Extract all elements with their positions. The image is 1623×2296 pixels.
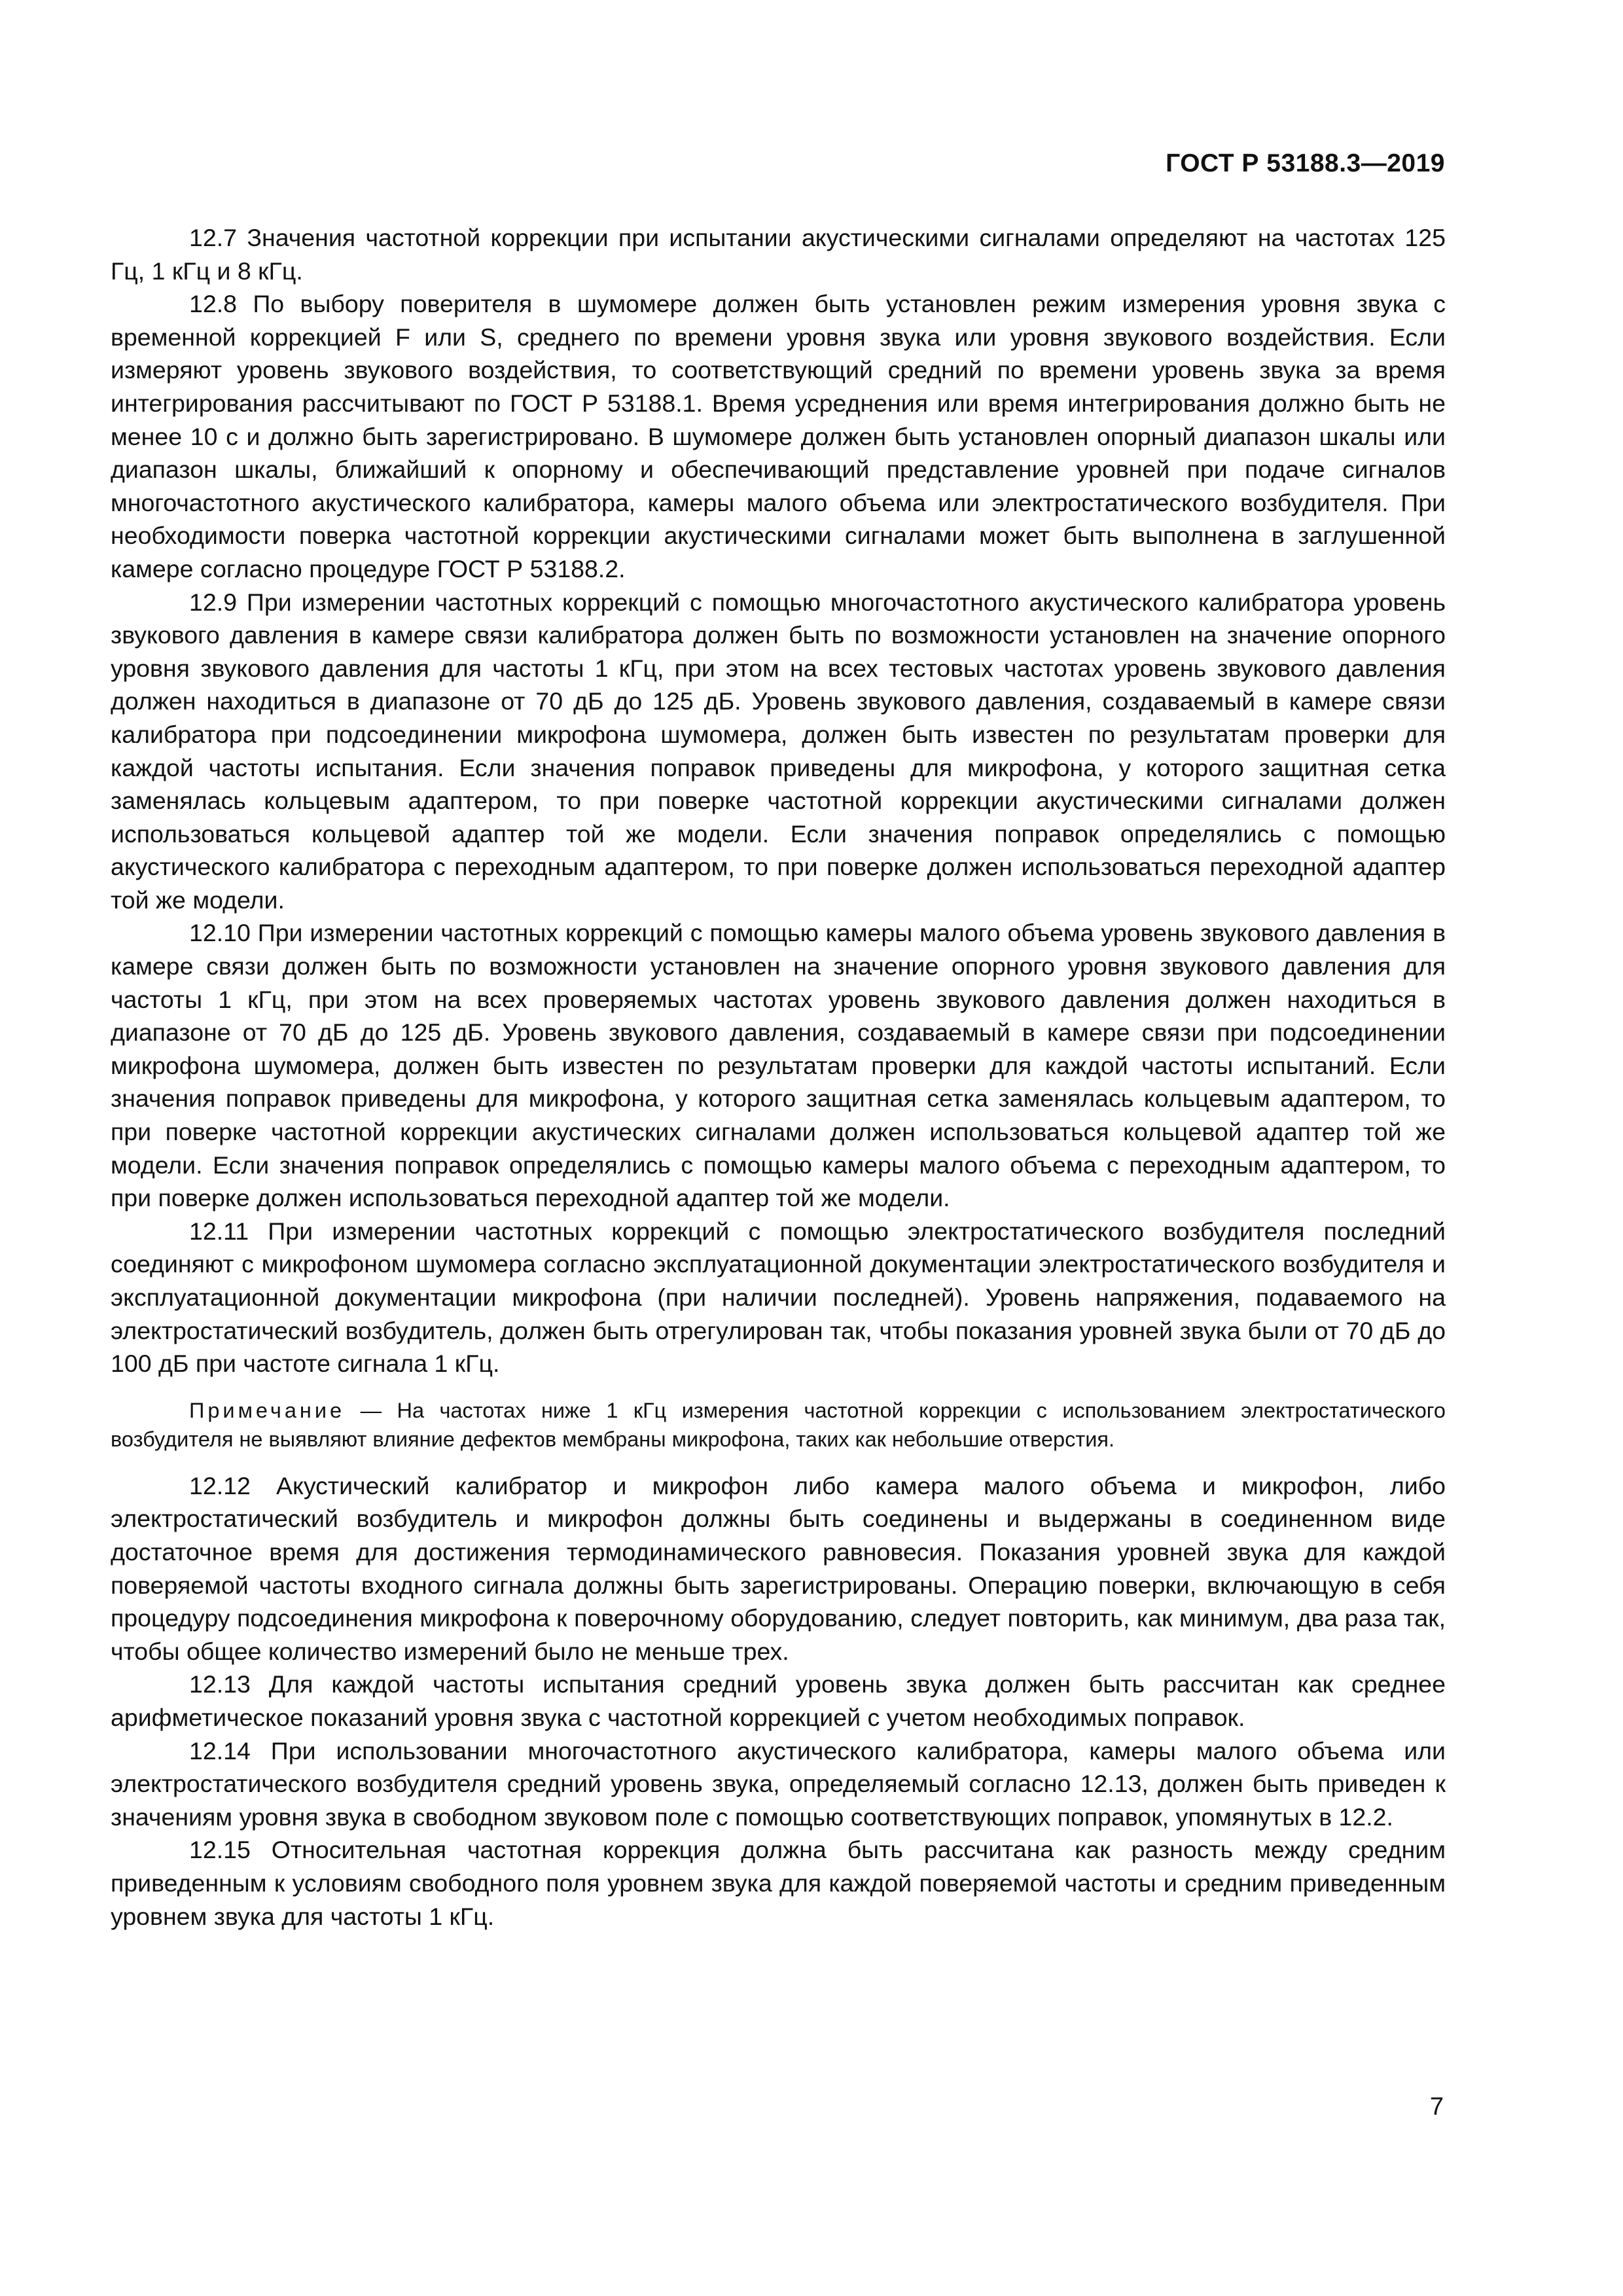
paragraph-12-15: 12.15 Относительная частотная коррекция должна быть рассчитана как разность между средним приведенным к условиям свободного поля уровнем звука для каждой поверяемой частоты и средним приведенным уровнем звука для частоты 1 кГц. xyxy=(111,1836,1446,1930)
note xyxy=(111,1396,1446,1454)
page-number: 7 xyxy=(1429,2093,1444,2121)
paragraph-12-14: 12.14 При использовании многочастотного акустического калибратора, камеры малого объема или электростатического возбудителя средний уровень звука, определяемый согласно 12.13, должен быть приведен к значениям уровня звука в свободном звуковом поле с помощью соответствующих поправок, упомянутых в 12.2. xyxy=(111,1736,1446,1831)
paragraph-12-9: 12.9 При измерении частотных коррекций с помощью многочастотного акустического калибратора уровень звукового давления в камере связи калибратора должен быть по возможности установлен на значение опорного уровня звукового давления для частоты 1 кГц, при этом на всех тестовых частотах уровень звукового давления должен находиться в диапазоне от 70 дБ до 125 дБ. Уровень звукового давления, создаваемый в камере связи калибратора при подсоединении микрофона шумомера, должен быть известен по результатам проверки для каждой частоты испытания. Если значения поправок приведены для микрофона, у которого защитная сетка заменялась кольцевым адаптером, то при поверке частотной коррекции акустическими сигналами должен использоваться кольцевой адаптер той же модели. Если значения поправок определялись с помощью акустического калибратора с переходным адаптером, то при поверке должен использоваться переходной адаптер той же модели. xyxy=(111,588,1446,914)
note-text: — На частотах ниже 1 кГц измерения частотной коррекции с использованием электростатического возбудителя не выявляют влияние дефектов мембраны микрофона, таких как небольшие отверстия. xyxy=(111,1398,1446,1451)
note-label: Примечание xyxy=(189,1398,346,1422)
paragraph-12-13: 12.13 Для каждой частоты испытания средний уровень звука должен быть рассчитан как среднее арифметическое показаний уровня звука с частотной коррекцией с учетом необходимых поправок. xyxy=(111,1670,1446,1731)
paragraph-12-12: 12.12 Акустический калибратор и микрофон либо камера малого объема и микрофон, либо электростатический возбудитель и микрофон должны быть соединены и выдержаны в соединенном виде достаточное время для достижения термодинамического равновесия. Показания уровней звука для каждой поверяемой частоты входного сигнала должны быть зарегистрированы. Операцию поверки, включающую в себя процедуру подсоединения микрофона к поверочному оборудованию, следует повторить, как минимум, два раза так, чтобы общее количество измерений было не меньше трех. xyxy=(111,1471,1446,1665)
paragraph-12-7: 12.7 Значения частотной коррекции при испытании акустическими сигналами определяют на частотах 125 Гц, 1 кГц и 8 кГц. xyxy=(111,224,1446,285)
paragraph-12-10: 12.10 При измерении частотных коррекций с помощью камеры малого объема уровень звукового давления в камере связи должен быть по возможности установлен на значение опорного уровня звукового давления для частоты 1 кГц, при этом на всех проверяемых частотах уровень звукового давления должен находиться в диапазоне от 70 дБ до 125 дБ. Уровень звукового давления, создаваемый в камере связи при подсоединении микрофона шумомера, должен быть известен по результатам проверки для каждой частоты испытаний. Если значения поправок приведены для микрофона, у которого защитная сетка заменялась кольцевым адаптером, то при поверке частотной коррекции акустических сигналами должен использоваться кольцевой адаптер той же модели. Если значения поправок определялись с помощью камеры малого объема с переходным адаптером, то при поверке должен использоваться переходной адаптер той же модели. xyxy=(111,919,1446,1212)
document-body xyxy=(111,221,1446,1933)
paragraph-12-8: 12.8 По выбору поверителя в шумомере должен быть установлен режим измерения уровня звука с временной коррекцией F или S, среднего по времени уровня звука или уровня звукового воздействия. Если измеряют уровень звукового воздействия, то соответствующий средний по времени уровень звука за время интегрирования рассчитывают по ГОСТ Р 53188.1. Время усреднения или время интегрирования должно быть не менее 10 с и должно быть зарегистрировано. В шумомере должен быть установлен опорный диапазон шкалы или диапазон шкалы, ближайший к опорному и обеспечивающий представление уровней при подаче сигналов многочастотного акустического калибратора, камеры малого объема или электростатического возбудителя. При необходимости поверка частотной коррекции акустическими сигналами может быть выполнена в заглушенной камере согласно процедуре ГОСТ Р 53188.2. xyxy=(111,290,1446,583)
paragraph-12-11: 12.11 При измерении частотных коррекций с помощью электростатического возбудителя последний соединяют с микрофоном шумомера согласно эксплуатационной документации электростатического возбудителя и эксплуатационной документации микрофона (при наличии последней). Уровень напряжения, подаваемого на электростатический возбудитель, должен быть отрегулирован так, чтобы показания уровней звука были от 70 дБ до 100 дБ при частоте сигнала 1 кГц. xyxy=(111,1217,1446,1378)
document-header-id: ГОСТ Р 53188.3—2019 xyxy=(1166,149,1445,177)
